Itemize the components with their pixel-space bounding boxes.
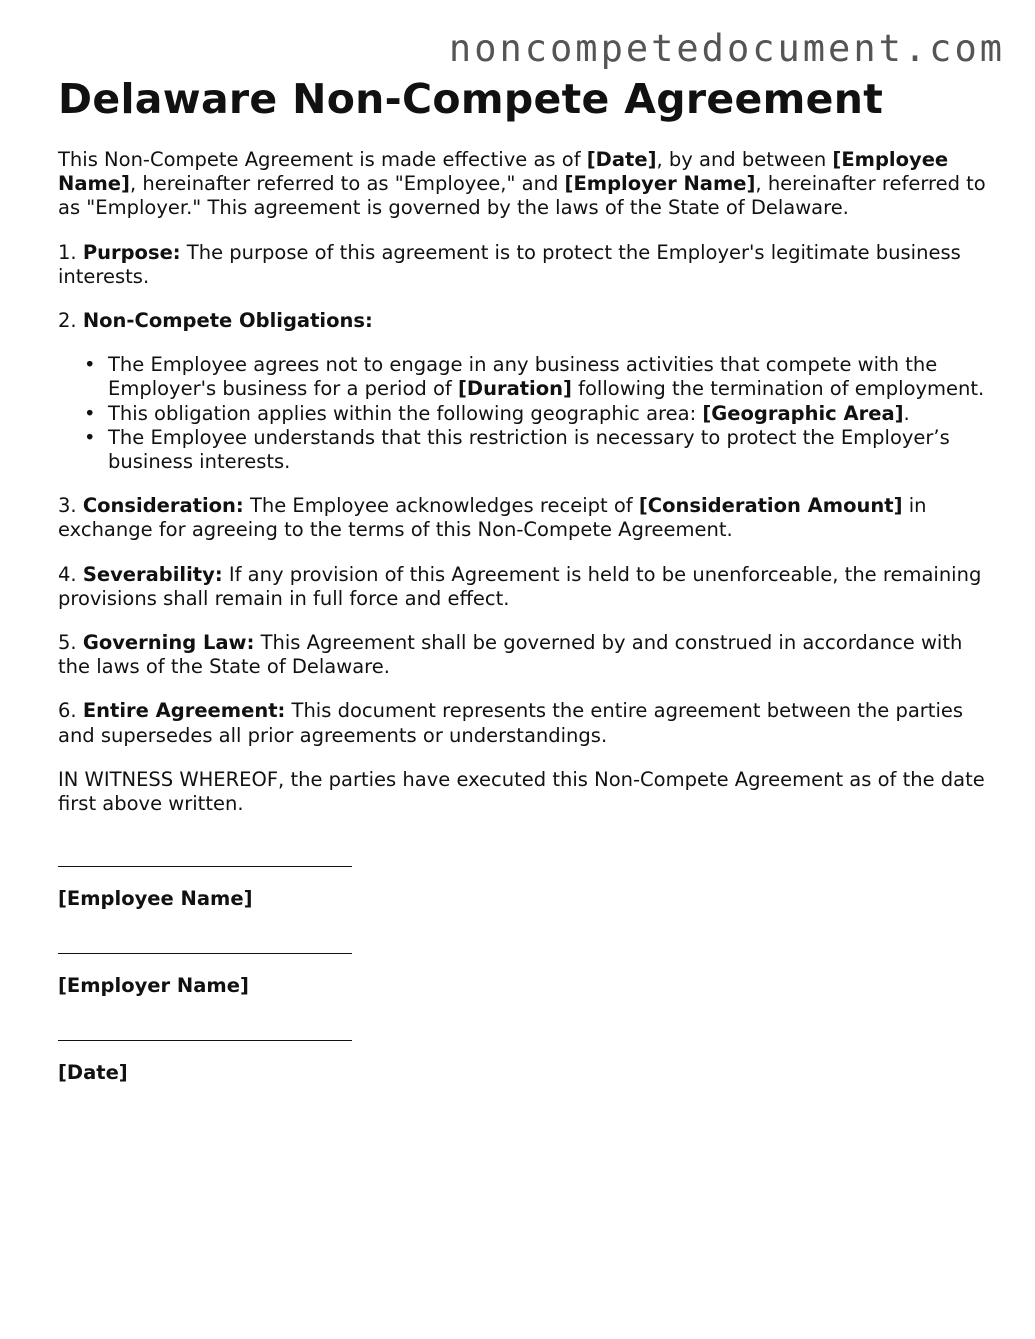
intro-paragraph bbox=[58, 148, 988, 221]
section-number: 6. bbox=[58, 699, 83, 723]
section-consideration bbox=[58, 494, 988, 542]
section-number: 1. bbox=[58, 240, 83, 264]
list-item bbox=[84, 425, 988, 474]
geographic-area-placeholder: [Geographic Area] bbox=[702, 401, 904, 425]
section-number: 3. bbox=[58, 494, 83, 518]
section-governing-law bbox=[58, 631, 988, 679]
section-text: The Employee acknowledges receipt of bbox=[243, 494, 639, 518]
section-obligations bbox=[58, 309, 988, 333]
employee-name-placeholder: [Employee Name] bbox=[58, 148, 949, 196]
signature-block-employer bbox=[58, 953, 988, 998]
section-number: 4. bbox=[58, 562, 83, 586]
bullet-icon: • bbox=[84, 425, 96, 449]
section-severability bbox=[58, 563, 988, 611]
section-text: If any provision of this Agreement is held to be unenforceable, the remaining provisions shall remain in full force and effect. bbox=[58, 562, 982, 610]
list-item-text: following the termination of employment. bbox=[571, 377, 985, 401]
bullet-icon: • bbox=[84, 401, 96, 425]
section-heading: Non-Compete Obligations: bbox=[82, 309, 373, 333]
duration-placeholder: [Duration] bbox=[457, 377, 572, 401]
section-number: 2. bbox=[58, 309, 83, 333]
section-text: The purpose of this agreement is to protect the Employer's legitimate business interests. bbox=[58, 240, 961, 288]
list-item bbox=[84, 353, 988, 401]
section-text: in exchange for agreeing to the terms of this Non-Compete Agreement. bbox=[58, 494, 927, 542]
obligations-list bbox=[58, 353, 988, 474]
section-number: 5. bbox=[58, 631, 83, 655]
bullet-icon: • bbox=[84, 353, 96, 377]
section-entire-agreement bbox=[58, 699, 988, 747]
section-text: This Agreement shall be governed by and construed in accordance with the laws of the State of Delaware. bbox=[58, 631, 963, 679]
section-heading: Consideration: bbox=[82, 494, 244, 518]
date-placeholder: [Date] bbox=[586, 148, 657, 171]
signature-line[interactable] bbox=[58, 866, 352, 867]
list-item bbox=[84, 401, 988, 426]
section-purpose bbox=[58, 241, 988, 289]
intro-text: , hereinafter referred to as "Employee," and bbox=[129, 172, 565, 196]
employer-name-placeholder: [Employer Name] bbox=[564, 172, 756, 196]
section-text: This document represents the entire agreement between the parties and supersedes all prior agreements or understandings. bbox=[58, 699, 964, 747]
intro-text: , hereinafter referred to as "Employer." This agreement is governed by the laws of the State of Delaware. bbox=[58, 172, 986, 220]
intro-text: , by and between bbox=[656, 148, 833, 171]
witness-paragraph: IN WITNESS WHEREOF, the parties have executed this Non-Compete Agreement as of the date first above written. bbox=[58, 767, 985, 816]
section-heading: Purpose: bbox=[82, 240, 181, 264]
section-heading: Entire Agreement: bbox=[82, 699, 286, 723]
list-item-text: The Employee understands that this restriction is necessary to protect the Employer’s business interests. bbox=[108, 425, 950, 474]
intro-text: This Non-Compete Agreement is made effective as of bbox=[58, 148, 587, 171]
employer-signature-label: [Employer Name] bbox=[58, 974, 249, 998]
employee-signature-label: [Employee Name] bbox=[58, 887, 253, 911]
signature-block-employee bbox=[58, 866, 988, 911]
signature-block-date bbox=[58, 1040, 988, 1085]
signature-line[interactable] bbox=[58, 1040, 352, 1041]
list-item-text: The Employee agrees not to engage in any business activities that compete with the Employer's business for a period of bbox=[108, 353, 938, 401]
consideration-amount-placeholder: [Consideration Amount] bbox=[638, 494, 903, 518]
signature-line[interactable] bbox=[58, 953, 352, 954]
date-signature-label: [Date] bbox=[58, 1061, 128, 1085]
list-item-text: . bbox=[903, 401, 910, 425]
watermark: noncompetedocument.com bbox=[448, 27, 1005, 70]
page-title: Delaware Non-Compete Agreement bbox=[58, 75, 884, 123]
section-heading: Governing Law: bbox=[82, 631, 255, 655]
document-page bbox=[58, 76, 988, 1085]
section-heading: Severability: bbox=[82, 562, 223, 586]
list-item-text: This obligation applies within the following geographic area: bbox=[108, 401, 703, 425]
